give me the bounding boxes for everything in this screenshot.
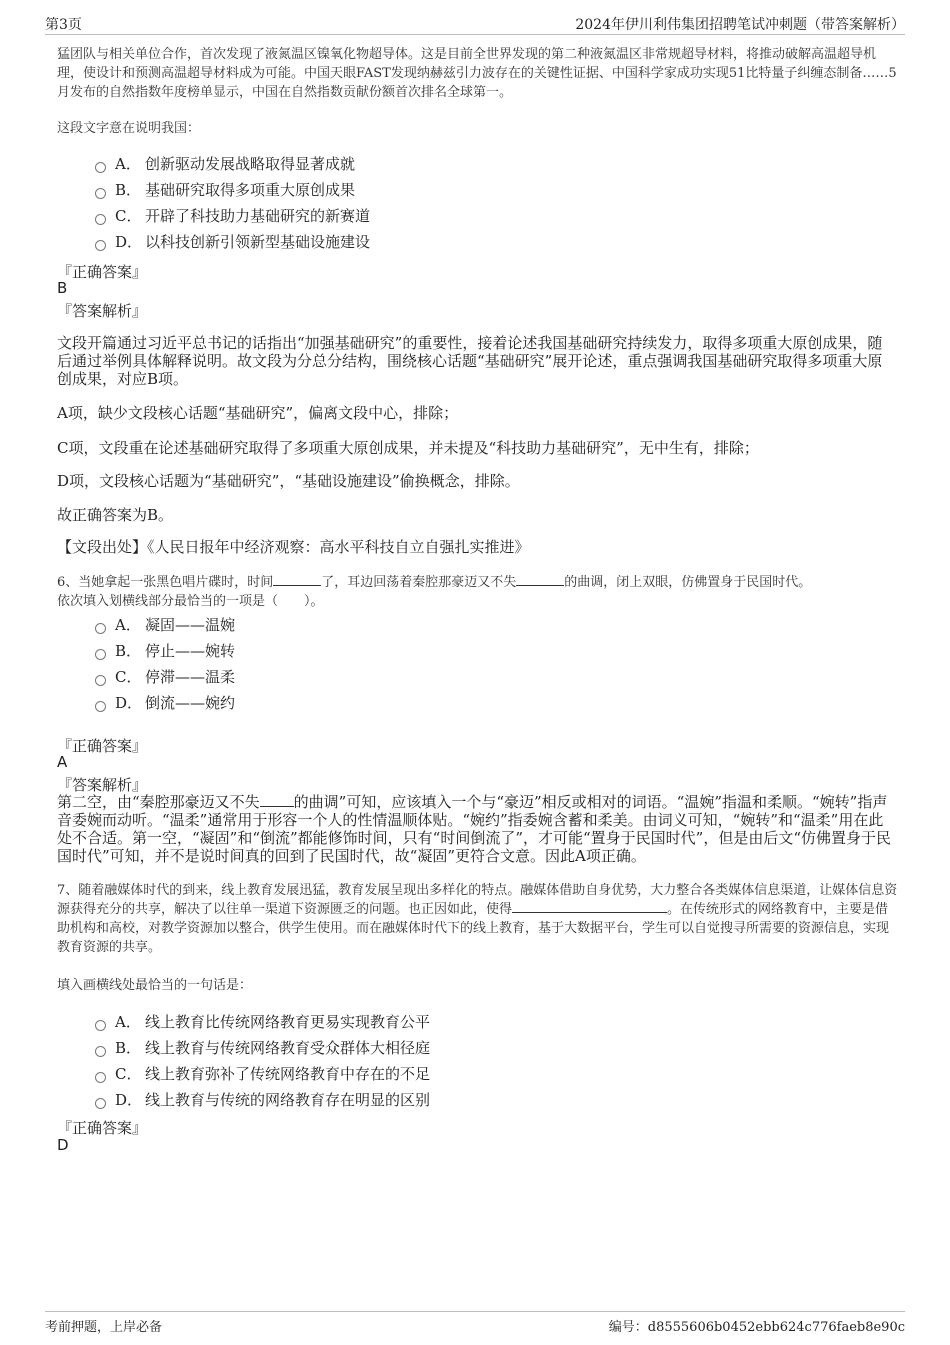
q5-analysis-d: D项，文段核心话题为“基础研究”，“基础设施建设”偷换概念，排除。 (57, 472, 520, 490)
q7-option-b[interactable]: B． 线上教育与传统网络教育受众群体大相径庭 (95, 1035, 795, 1061)
q5-analysis-summary: 文段开篇通过习近平总书记的话指出“加强基础研究”的重要性，接着论述我国基础研究持续发力，取得多项重大原创成果，随后通过举例具体解释说明。故文段为分总分结构，围绕核心话题“基础研究”展开论述，重点强调我国基础研究取得多项重大原创成果，对应B项。 (57, 334, 883, 388)
radio-icon[interactable] (95, 649, 106, 660)
q5-conclusion: 故正确答案为B。 (57, 506, 174, 524)
footer-slogan: 考前押题，上岸必备 (45, 1320, 163, 1335)
q6-option-a[interactable]: A． 凝固——温婉 (95, 612, 795, 638)
page-footer (45, 1311, 905, 1336)
q6-answer-label: 『正确答案』 (57, 737, 148, 755)
radio-icon[interactable] (95, 623, 106, 634)
q6-analysis-label: 『答案解析』 (57, 776, 148, 794)
q6-answer: A (57, 753, 68, 771)
radio-icon[interactable] (95, 675, 106, 686)
q5-option-a[interactable]: A． 创新驱动发展战略取得显著成就 (95, 151, 795, 177)
blank-line (260, 794, 294, 807)
radio-icon[interactable] (95, 701, 106, 712)
q6-option-b[interactable]: B． 停止——婉转 (95, 638, 795, 664)
q7-answer-label: 『正确答案』 (57, 1119, 148, 1137)
q5-prompt: 这段文字意在说明我国： (57, 121, 201, 136)
q5-analysis-a: A项，缺少文段核心话题“基础研究”，偏离文段中心，排除； (57, 404, 459, 422)
q5-analysis-label: 『答案解析』 (57, 302, 148, 320)
q5-answer-label: 『正确答案』 (57, 263, 148, 281)
page-number: 第3页 (45, 17, 82, 33)
q5-source: 【文段出处】《人民日报年中经济观察：高水平科技自立自强扎实推进》 (57, 538, 530, 556)
blank-line (273, 573, 321, 586)
document-id: 编号：d8555606b0452ebb624c776faeb8e90c (608, 1320, 905, 1335)
document-title: 2024年伊川利伟集团招聘笔试冲刺题（带答案解析） (575, 17, 905, 33)
radio-icon[interactable] (95, 162, 106, 173)
radio-icon[interactable] (95, 214, 106, 225)
q6-analysis: 第二空，由“秦腔那豪迈又不失 的曲调”可知，应该填入一个与“豪迈”相反或相对的词语。“温婉”指温和柔顺。“婉转”指声音委婉而动听。“温柔”通常用于形容一个人的性情温顺体贴。“婉约”指委婉含蓄和柔美。由词义可知，“婉转”和“温柔”用在此处不合适。第一空，“凝固”和“倒流”都能修饰时间，只有“时间倒流了”，才可能“置身于民国时代”，但是由后文“仿佛置身于民国时代”可知，并不是说时间真的回到了民国时代，故“凝固”更符合文意。因此A项正确。 (57, 793, 892, 865)
q6-options (95, 612, 795, 716)
radio-icon[interactable] (95, 188, 106, 199)
q7-stem: 7、随着融媒体时代的到来，线上教育发展迅猛，教育发展呈现出多样化的特点。融媒体借助自身优势，大力整合各类媒体信息渠道，让媒体信息资源获得充分的共享，解决了以往单一渠道下资源匮乏的问题。也正因如此，使得 。在传统形式的网络教育中，主要是借助机构和高校，对教学资源加以整合，供学生使用。而在融媒体时代下的线上教育，基于大数据平台，学生可以自觉搜寻所需要的资源信息，实现教育资源的共享。 (57, 883, 898, 955)
blank-line (512, 900, 667, 913)
blank-line (516, 573, 564, 586)
page-header (45, 12, 905, 35)
q7-option-d[interactable]: D． 线上教育与传统的网络教育存在明显的区别 (95, 1087, 795, 1113)
q6-prompt: 依次填入划横线部分最恰当的一项是（ ）。 (57, 594, 324, 609)
q6-option-d[interactable]: D． 倒流——婉约 (95, 690, 795, 716)
q7-answer: D (57, 1136, 69, 1154)
radio-icon[interactable] (95, 240, 106, 251)
q5-answer: B (57, 279, 68, 297)
q5-analysis-c: C项，文段重在论述基础研究取得了多项重大原创成果，并未提及“科技助力基础研究”，无中生有，排除； (57, 439, 759, 457)
q5-option-c[interactable]: C． 开辟了科技助力基础研究的新赛道 (95, 203, 795, 229)
q7-options (95, 1009, 795, 1113)
q5-options (95, 151, 795, 255)
q5-option-d[interactable]: D． 以科技创新引领新型基础设施建设 (95, 229, 795, 255)
radio-icon[interactable] (95, 1072, 106, 1083)
q6-stem: 6、当她拿起一张黑色唱片碟时，时间 了，耳边回荡着秦腔那豪迈又不失 的曲调，闭上双眼，仿佛置身于民国时代。 (57, 575, 812, 590)
radio-icon[interactable] (95, 1020, 106, 1031)
q5-passage: 猛团队与相关单位合作，首次发现了液氮温区镍氧化物超导体。这是目前全世界发现的第二种液氮温区非常规超导材料，将推动破解高温超导机理，使设计和预测高温超导材料成为可能。中国天眼FAST发现纳赫兹引力波存在的关键性证据、中国科学家成功实现51比特量子纠缠态制备……5月发布的自然指数年度榜单显示，中国在自然指数贡献份额首次排名全球第一。 (57, 47, 897, 100)
q7-prompt: 填入画横线处最恰当的一句话是： (57, 978, 253, 993)
q5-option-b[interactable]: B． 基础研究取得多项重大原创成果 (95, 177, 795, 203)
q7-option-c[interactable]: C． 线上教育弥补了传统网络教育中存在的不足 (95, 1061, 795, 1087)
radio-icon[interactable] (95, 1046, 106, 1057)
q7-option-a[interactable]: A． 线上教育比传统网络教育更易实现教育公平 (95, 1009, 795, 1035)
q6-option-c[interactable]: C． 停滞——温柔 (95, 664, 795, 690)
radio-icon[interactable] (95, 1098, 106, 1109)
